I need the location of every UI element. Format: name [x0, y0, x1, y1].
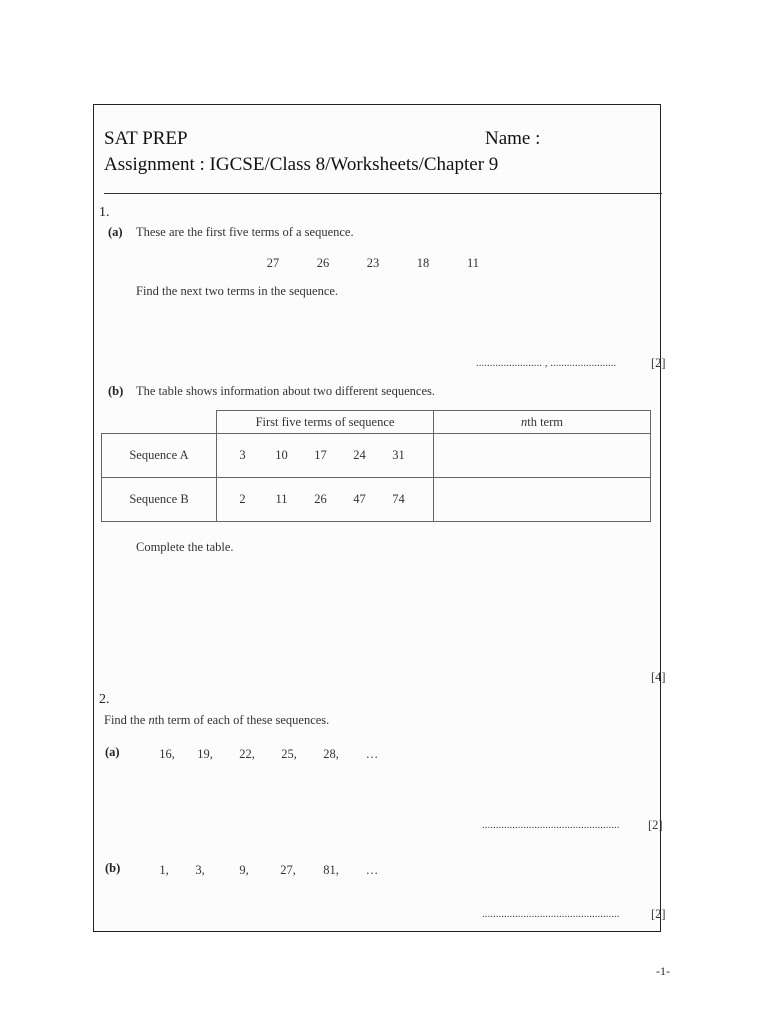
q1a-terms: [258, 254, 498, 272]
term: 27,: [280, 863, 296, 877]
q1a-answer-line[interactable]: ........................ , ........................: [476, 357, 617, 369]
q2a-marks: [2]: [648, 818, 663, 832]
col-header-terms: First five terms of sequence: [217, 411, 434, 434]
page-number: -1-: [656, 964, 670, 978]
term: 26: [316, 256, 330, 270]
q1a-label: (a): [108, 225, 123, 239]
q1a-text: These are the first five terms of a sequence.: [136, 225, 354, 239]
term: 28,: [323, 747, 339, 761]
term: 3,: [195, 863, 205, 877]
q2a-answer-line[interactable]: ..................................................: [482, 819, 620, 831]
term: 24: [353, 448, 366, 462]
sheet-title: SAT PREP: [104, 128, 188, 149]
sequence-table: [101, 410, 651, 522]
q1b-marks: [4]: [651, 670, 666, 684]
term: 10: [275, 448, 288, 462]
q1a-marks: [2]: [651, 356, 666, 370]
term: 9,: [239, 863, 249, 877]
q2b-answer-line[interactable]: ..................................................: [482, 908, 620, 920]
sequence-a-nth-term-answer[interactable]: [434, 434, 651, 478]
q1b-instruction: Complete the table.: [136, 540, 234, 554]
q2-intro-post: th term of each of these sequences.: [154, 713, 330, 727]
term: 1,: [159, 863, 169, 877]
question-2-number: 2.: [99, 692, 110, 707]
term: …: [365, 863, 379, 877]
term: 31: [392, 448, 405, 462]
term: 26: [314, 492, 327, 506]
question-1-number: 1.: [99, 205, 110, 220]
term: 2: [239, 492, 246, 506]
q1b-label: (b): [108, 384, 124, 398]
term: 47: [353, 492, 366, 506]
q2-intro-n: n: [148, 713, 155, 727]
header-divider: [104, 193, 662, 194]
term: 11: [275, 492, 288, 506]
q1b-text: The table shows information about two different sequences.: [136, 384, 435, 398]
term: 19,: [197, 747, 213, 761]
term: 23: [366, 256, 380, 270]
term: 22,: [239, 747, 255, 761]
term: 81,: [323, 863, 339, 877]
table-row: [102, 434, 651, 478]
term: 11: [466, 256, 480, 270]
table-corner-cell: [102, 411, 217, 434]
table-row: [102, 478, 651, 522]
q2b-label: (b): [105, 861, 121, 875]
q2b-marks: [2]: [651, 907, 666, 921]
name-label: Name :: [485, 128, 541, 149]
term: …: [365, 747, 379, 761]
term: 18: [416, 256, 430, 270]
nth-italic-n: n: [520, 414, 528, 429]
nth-rest: th term: [527, 414, 563, 429]
sequence-a-terms: [217, 434, 434, 478]
q2b-terms: [150, 861, 392, 879]
col-header-nth-term: [434, 411, 651, 434]
sequence-b-name: Sequence B: [102, 478, 217, 522]
term: 25,: [281, 747, 297, 761]
term: 16,: [159, 747, 175, 761]
sequence-b-terms: [217, 478, 434, 522]
q2a-terms: [150, 745, 392, 763]
term: 17: [314, 448, 327, 462]
q2a-label: (a): [105, 745, 120, 759]
sequence-a-name: Sequence A: [102, 434, 217, 478]
term: 3: [239, 448, 246, 462]
q2-intro-pre: Find the: [104, 713, 149, 727]
term: 27: [266, 256, 280, 270]
term: 74: [392, 492, 405, 506]
q1a-instruction: Find the next two terms in the sequence.: [136, 284, 339, 298]
assignment-path: Assignment : IGCSE/Class 8/Worksheets/Chapter 9: [104, 154, 499, 175]
sequence-b-nth-term-answer[interactable]: [434, 478, 651, 522]
q2-intro: [104, 713, 329, 728]
table-header-row: [102, 411, 651, 434]
